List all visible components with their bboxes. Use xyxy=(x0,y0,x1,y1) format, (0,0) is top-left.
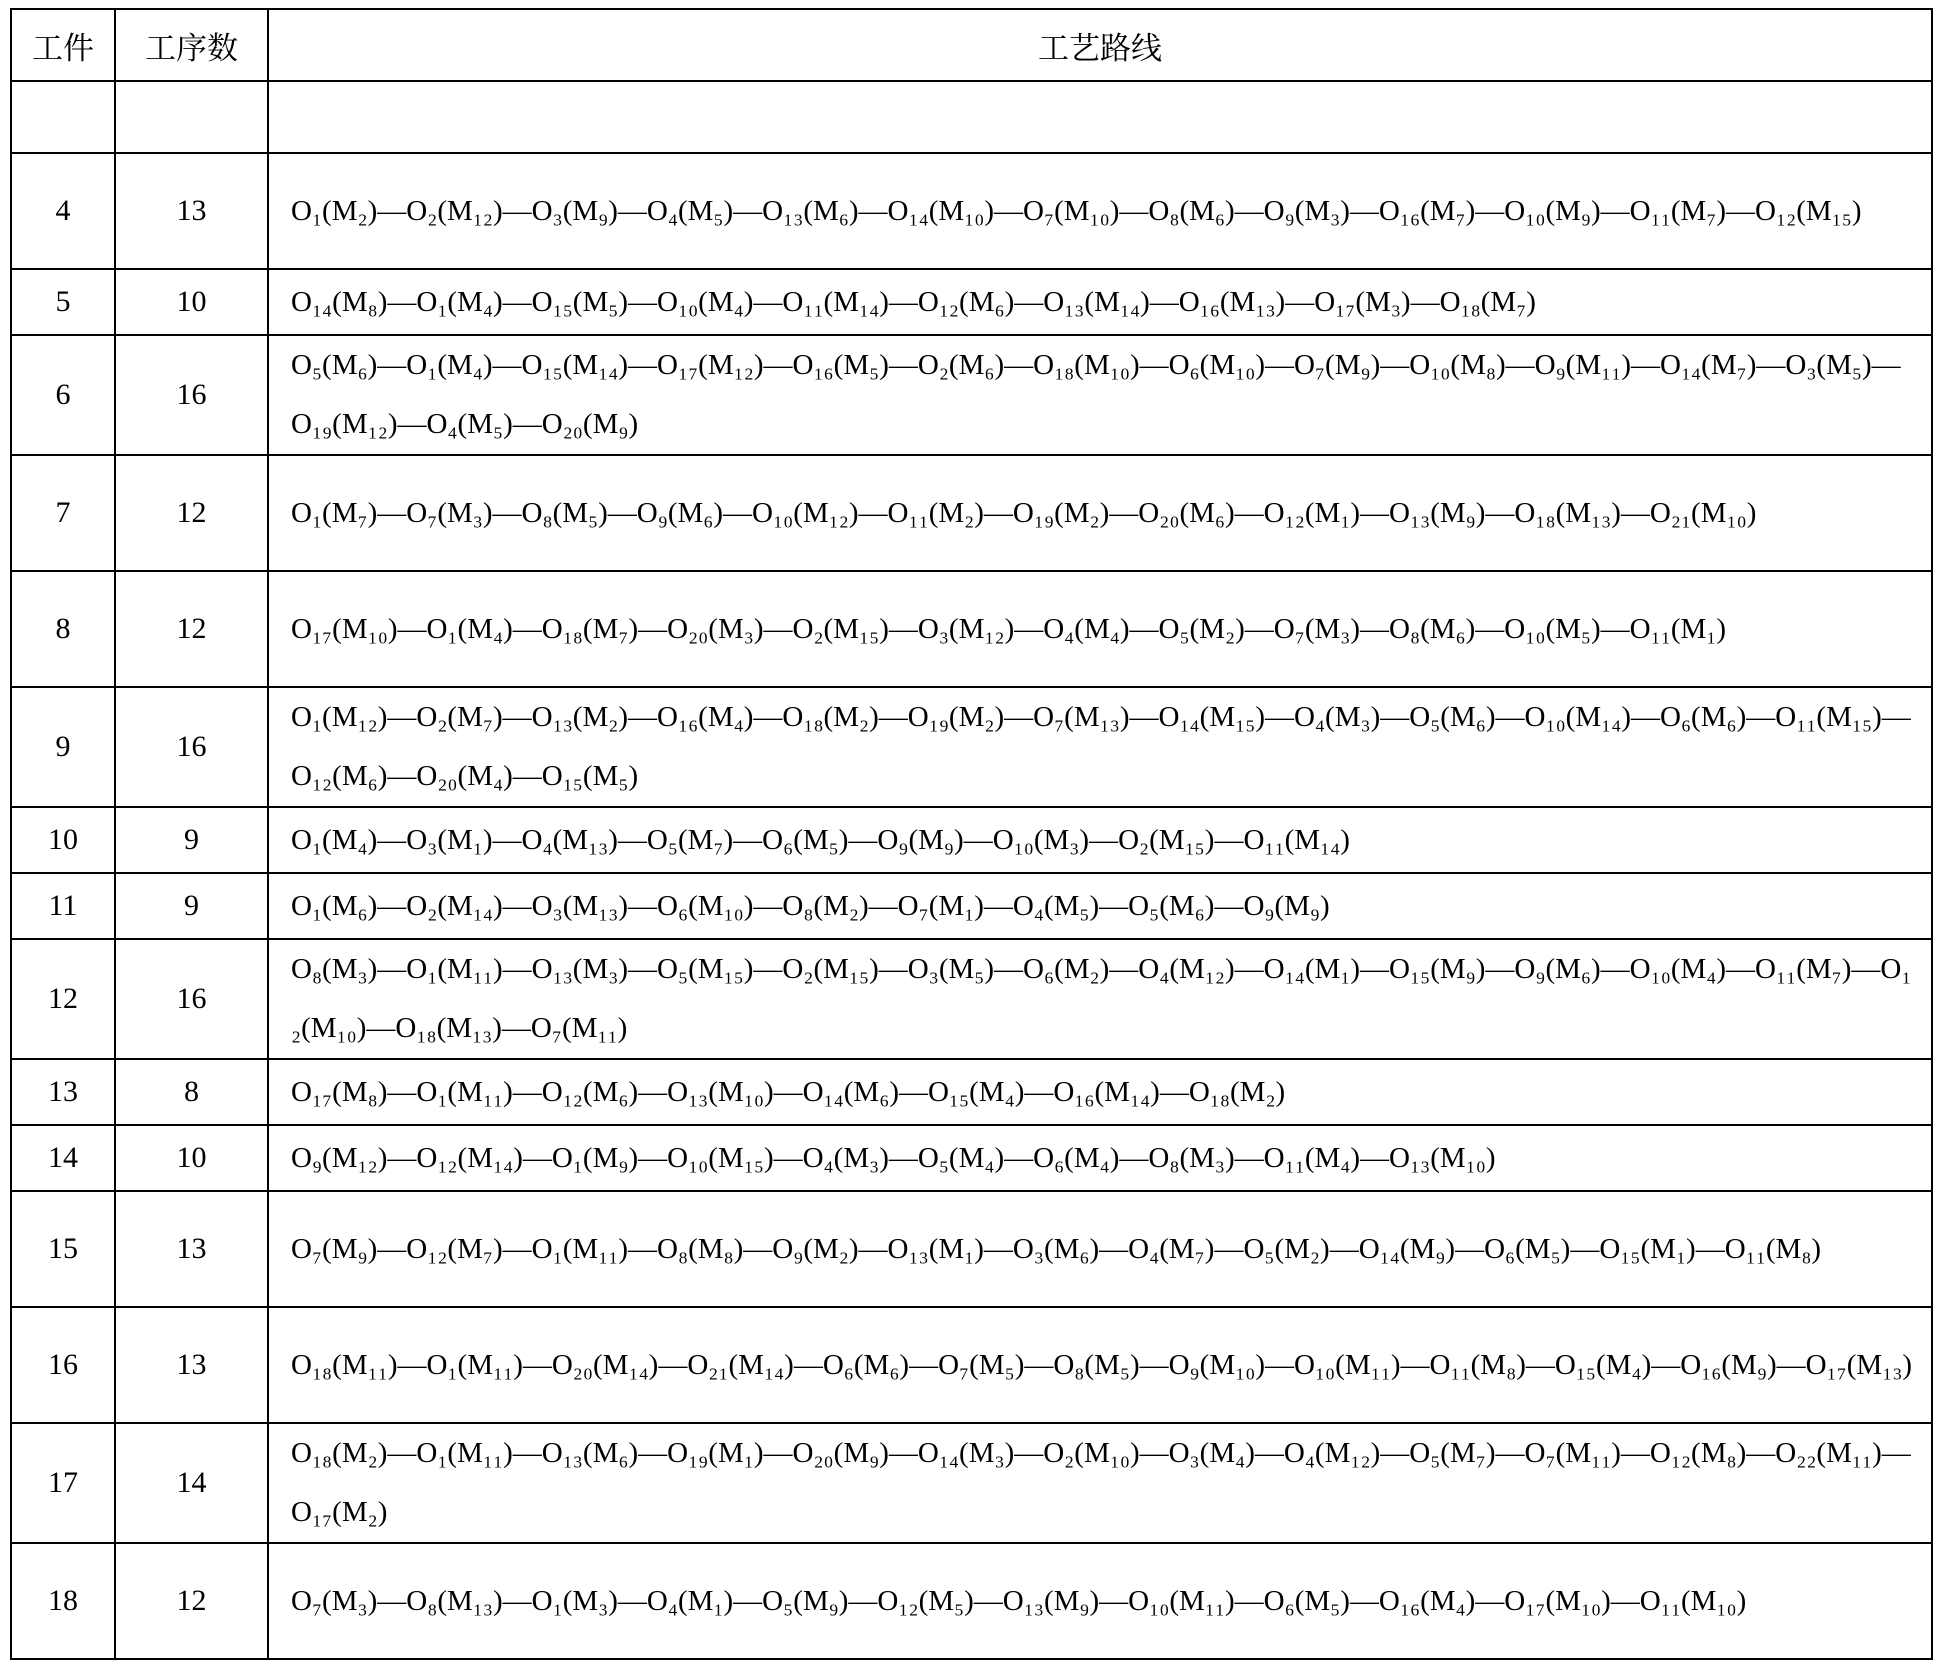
job-cell: 5 xyxy=(11,269,115,335)
table-row xyxy=(11,1191,1932,1307)
op-count-cell: 8 xyxy=(115,1059,268,1125)
op-count-cell: 14 xyxy=(115,1423,268,1543)
route-cell: O₁(M₁₂)—O₂(M₇)—O₁₃(M₂)—O₁₆(M₄)—O₁₈(M₂)—O₁₉(M₂)—O₇(M₁₃)—O₁₄(M₁₅)—O₄(M₃)—O₅(M₆)—O₁₀(M₁₄)—O₆(M₆)—O₁₁(M₁₅)—O₁₂(M₆)—O₂₀(M₄)—O₁₅(M₅) xyxy=(268,687,1932,807)
route-cell: O₁₄(M₈)—O₁(M₄)—O₁₅(M₅)—O₁₀(M₄)—O₁₁(M₁₄)—O₁₂(M₆)—O₁₃(M₁₄)—O₁₆(M₁₃)—O₁₇(M₃)—O₁₈(M₇) xyxy=(268,269,1932,335)
header-route: 工艺路线 xyxy=(268,9,1932,81)
table-row xyxy=(11,1307,1932,1423)
op-count-cell: 13 xyxy=(115,1307,268,1423)
job-cell: 6 xyxy=(11,335,115,455)
table-row xyxy=(11,1423,1932,1543)
table-row xyxy=(11,687,1932,807)
process-route-table xyxy=(10,8,1933,1660)
job-cell: 10 xyxy=(11,807,115,873)
route-cell: O₇(M₃)—O₈(M₁₃)—O₁(M₃)—O₄(M₁)—O₅(M₉)—O₁₂(M₅)—O₁₃(M₉)—O₁₀(M₁₁)—O₆(M₅)—O₁₆(M₄)—O₁₇(M₁₀)—O₁₁(M₁₀) xyxy=(268,1543,1932,1659)
op-count-cell: 12 xyxy=(115,455,268,571)
table-row xyxy=(11,1543,1932,1659)
route-cell: O₁(M₂)—O₂(M₁₂)—O₃(M₉)—O₄(M₅)—O₁₃(M₆)—O₁₄(M₁₀)—O₇(M₁₀)—O₈(M₆)—O₉(M₃)—O₁₆(M₇)—O₁₀(M₉)—O₁₁(M₇)—O₁₂(M₁₅) xyxy=(268,153,1932,269)
table-row xyxy=(11,1059,1932,1125)
table-row xyxy=(11,873,1932,939)
job-cell: 14 xyxy=(11,1125,115,1191)
op-count-cell: 16 xyxy=(115,687,268,807)
route-cell: O₁(M₇)—O₇(M₃)—O₈(M₅)—O₉(M₆)—O₁₀(M₁₂)—O₁₁(M₂)—O₁₉(M₂)—O₂₀(M₆)—O₁₂(M₁)—O₁₃(M₉)—O₁₈(M₁₃)—O₂₁(M₁₀) xyxy=(268,455,1932,571)
op-count-cell: 10 xyxy=(115,269,268,335)
header-op-count: 工序数 xyxy=(115,9,268,81)
job-cell: 4 xyxy=(11,153,115,269)
op-count-cell: 13 xyxy=(115,1191,268,1307)
job-cell: 11 xyxy=(11,873,115,939)
op-count-cell: 9 xyxy=(115,873,268,939)
route-cell: O₅(M₆)—O₁(M₄)—O₁₅(M₁₄)—O₁₇(M₁₂)—O₁₆(M₅)—O₂(M₆)—O₁₈(M₁₀)—O₆(M₁₀)—O₇(M₉)—O₁₀(M₈)—O₉(M₁₁)—O₁₄(M₇)—O₃(M₅)—O₁₉(M₁₂)—O₄(M₅)—O₂₀(M₉) xyxy=(268,335,1932,455)
job-cell: 8 xyxy=(11,571,115,687)
table-row xyxy=(11,153,1932,269)
route-cell: O₁₇(M₁₀)—O₁(M₄)—O₁₈(M₇)—O₂₀(M₃)—O₂(M₁₅)—O₃(M₁₂)—O₄(M₄)—O₅(M₂)—O₇(M₃)—O₈(M₆)—O₁₀(M₅)—O₁₁(M₁) xyxy=(268,571,1932,687)
route-cell: O₁(M₄)—O₃(M₁)—O₄(M₁₃)—O₅(M₇)—O₆(M₅)—O₉(M₉)—O₁₀(M₃)—O₂(M₁₅)—O₁₁(M₁₄) xyxy=(268,807,1932,873)
route-cell: O₁₈(M₂)—O₁(M₁₁)—O₁₃(M₆)—O₁₉(M₁)—O₂₀(M₉)—O₁₄(M₃)—O₂(M₁₀)—O₃(M₄)—O₄(M₁₂)—O₅(M₇)—O₇(M₁₁)—O₁₂(M₈)—O₂₂(M₁₁)—O₁₇(M₂) xyxy=(268,1423,1932,1543)
table-row xyxy=(11,807,1932,873)
job-cell: 15 xyxy=(11,1191,115,1307)
job-cell: 13 xyxy=(11,1059,115,1125)
op-count-cell: 10 xyxy=(115,1125,268,1191)
table-row xyxy=(11,571,1932,687)
op-count-cell: 16 xyxy=(115,335,268,455)
job-cell xyxy=(11,81,115,153)
route-cell: O₈(M₃)—O₁(M₁₁)—O₁₃(M₃)—O₅(M₁₅)—O₂(M₁₅)—O₃(M₅)—O₆(M₂)—O₄(M₁₂)—O₁₄(M₁)—O₁₅(M₉)—O₉(M₆)—O₁₀(M₄)—O₁₁(M₇)—O₁₂(M₁₀)—O₁₈(M₁₃)—O₇(M₁₁) xyxy=(268,939,1932,1059)
job-cell: 7 xyxy=(11,455,115,571)
op-count-cell xyxy=(115,81,268,153)
table-row xyxy=(11,1125,1932,1191)
op-count-cell: 13 xyxy=(115,153,268,269)
job-cell: 17 xyxy=(11,1423,115,1543)
header-row xyxy=(11,9,1932,81)
job-cell: 12 xyxy=(11,939,115,1059)
job-cell: 18 xyxy=(11,1543,115,1659)
job-cell: 9 xyxy=(11,687,115,807)
route-cell: O₁(M₆)—O₂(M₁₄)—O₃(M₁₃)—O₆(M₁₀)—O₈(M₂)—O₇(M₁)—O₄(M₅)—O₅(M₆)—O₉(M₉) xyxy=(268,873,1932,939)
table-row xyxy=(11,81,1932,153)
job-cell: 16 xyxy=(11,1307,115,1423)
op-count-cell: 12 xyxy=(115,571,268,687)
route-cell: O₁₇(M₈)—O₁(M₁₁)—O₁₂(M₆)—O₁₃(M₁₀)—O₁₄(M₆)—O₁₅(M₄)—O₁₆(M₁₄)—O₁₈(M₂) xyxy=(268,1059,1932,1125)
header-job: 工件 xyxy=(11,9,115,81)
op-count-cell: 16 xyxy=(115,939,268,1059)
route-cell xyxy=(268,81,1932,153)
route-cell: O₉(M₁₂)—O₁₂(M₁₄)—O₁(M₉)—O₁₀(M₁₅)—O₄(M₃)—O₅(M₄)—O₆(M₄)—O₈(M₃)—O₁₁(M₄)—O₁₃(M₁₀) xyxy=(268,1125,1932,1191)
table-row xyxy=(11,335,1932,455)
op-count-cell: 12 xyxy=(115,1543,268,1659)
table-body xyxy=(11,81,1932,1659)
table-row xyxy=(11,455,1932,571)
table-row xyxy=(11,939,1932,1059)
route-cell: O₁₈(M₁₁)—O₁(M₁₁)—O₂₀(M₁₄)—O₂₁(M₁₄)—O₆(M₆)—O₇(M₅)—O₈(M₅)—O₉(M₁₀)—O₁₀(M₁₁)—O₁₁(M₈)—O₁₅(M₄)—O₁₆(M₉)—O₁₇(M₁₃) xyxy=(268,1307,1932,1423)
route-cell: O₇(M₉)—O₁₂(M₇)—O₁(M₁₁)—O₈(M₈)—O₉(M₂)—O₁₃(M₁)—O₃(M₆)—O₄(M₇)—O₅(M₂)—O₁₄(M₉)—O₆(M₅)—O₁₅(M₁)—O₁₁(M₈) xyxy=(268,1191,1932,1307)
op-count-cell: 9 xyxy=(115,807,268,873)
table-row xyxy=(11,269,1932,335)
